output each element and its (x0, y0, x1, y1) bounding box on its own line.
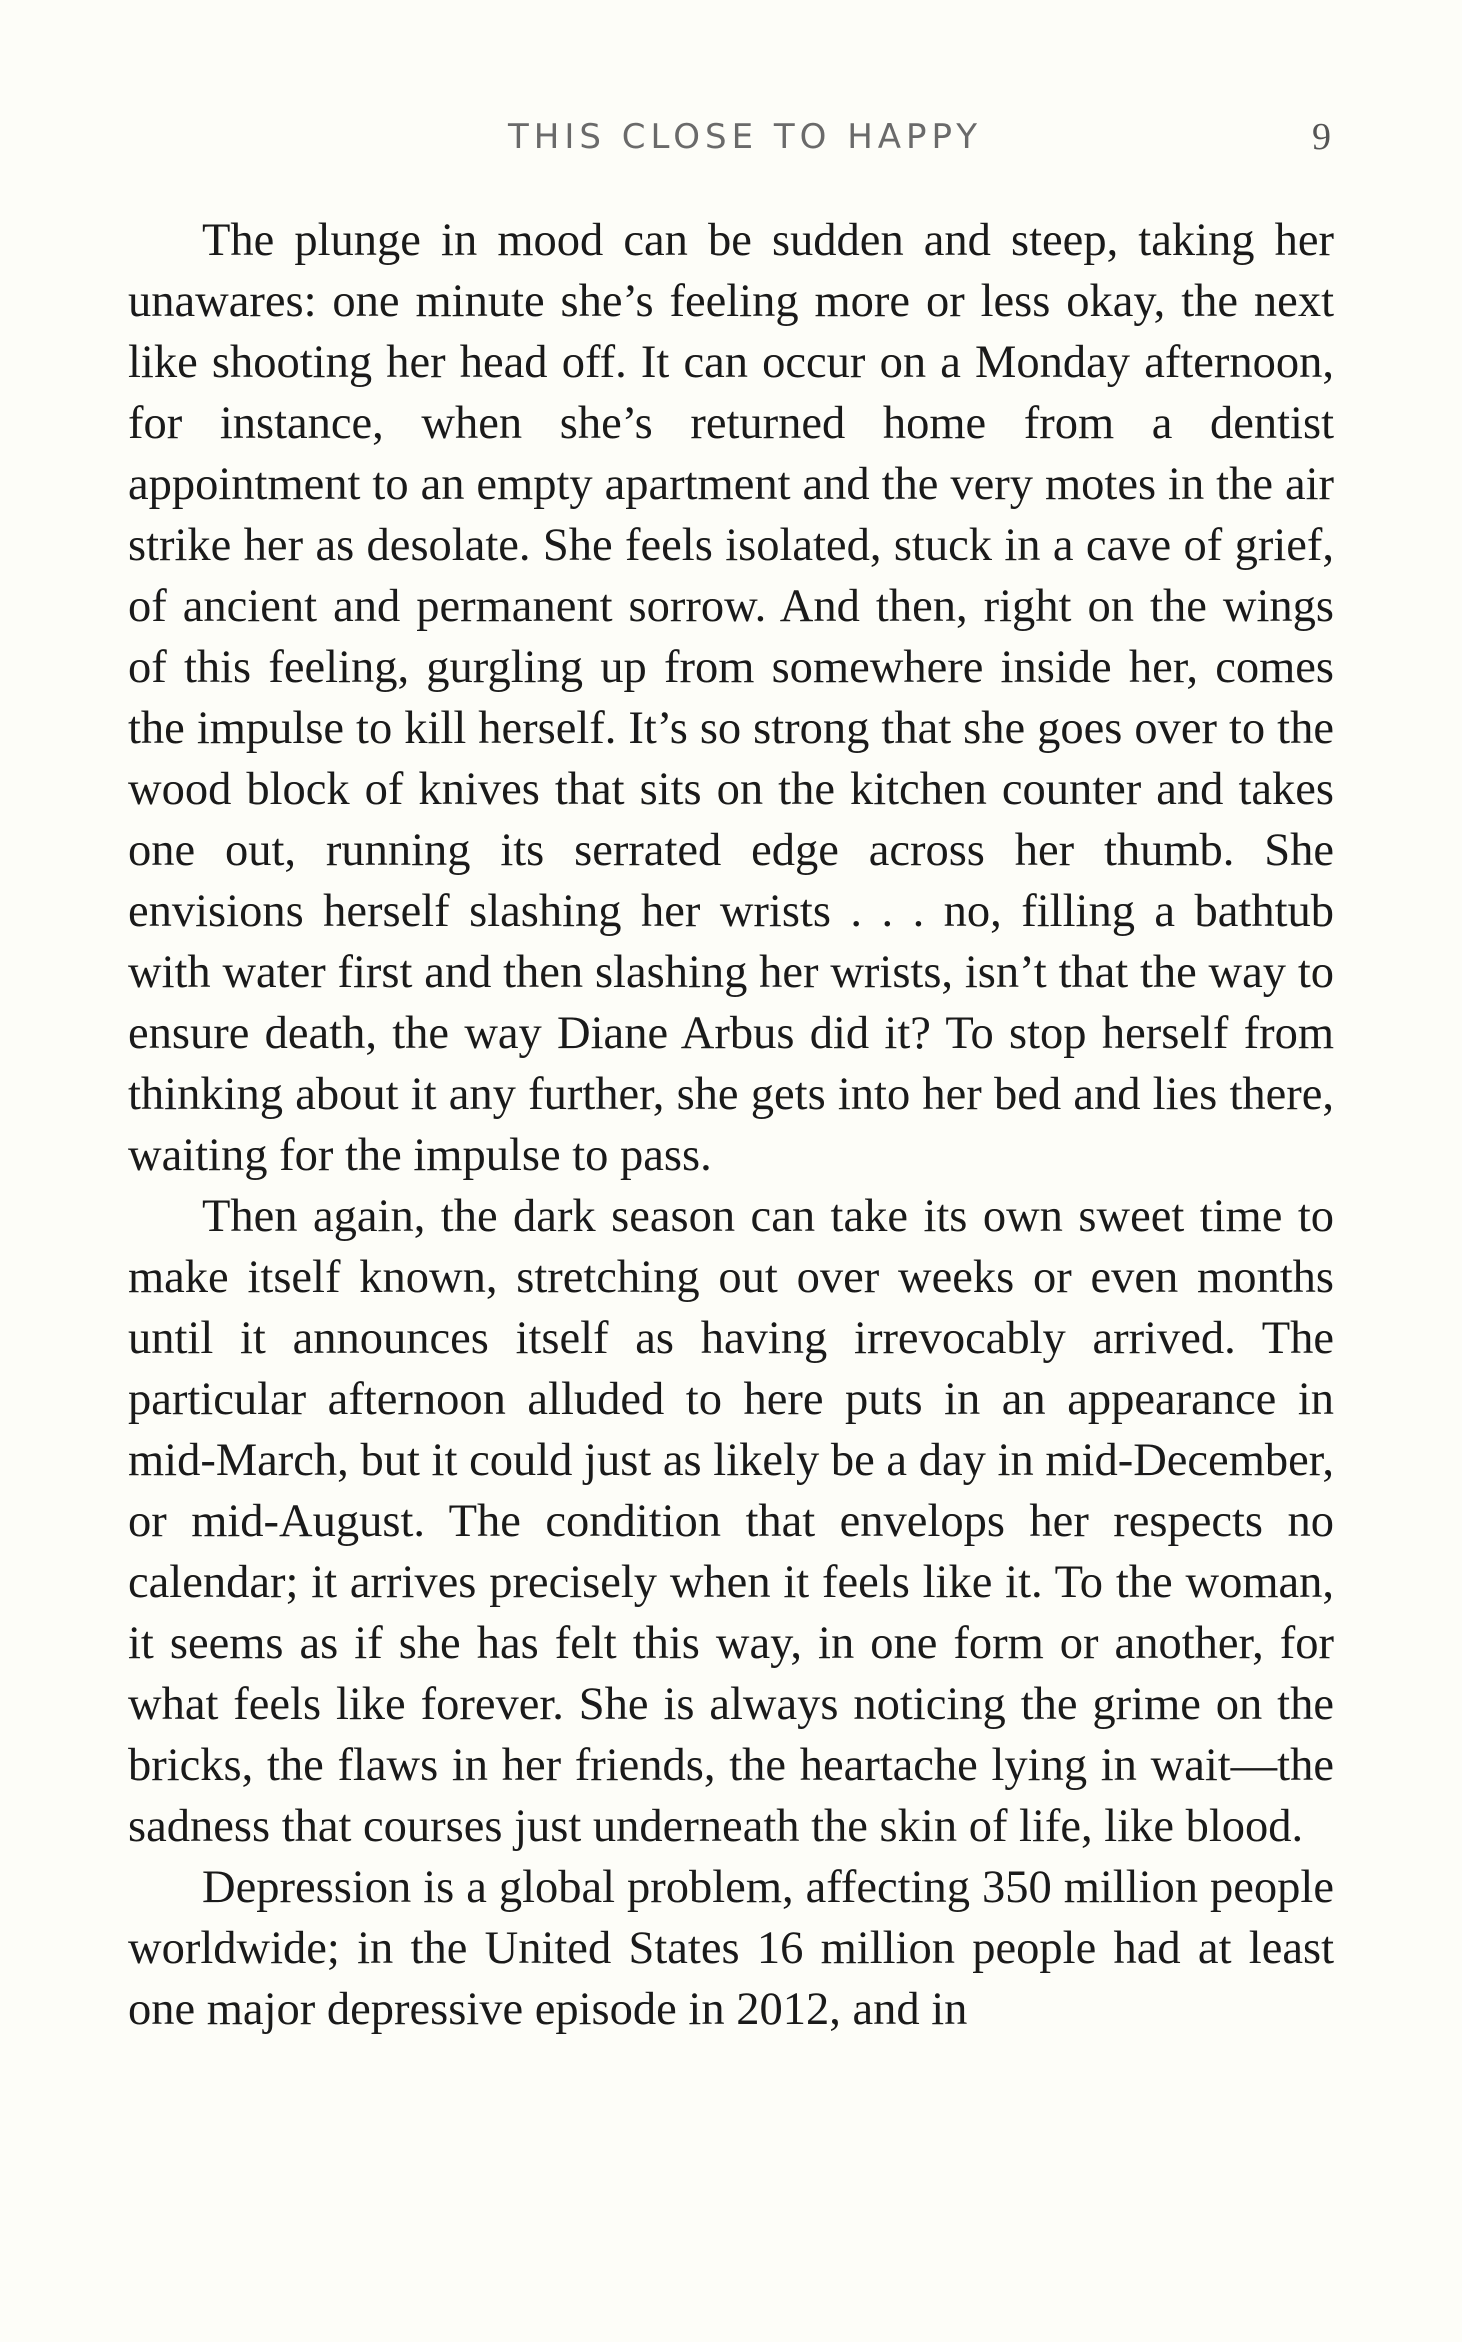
body-text (128, 210, 1334, 2040)
paragraph: Depression is a global problem, affecting 350 million people worldwide; in the United States 16 million people had at least one major depressive episode in 2012, and in (128, 1862, 1334, 2035)
running-title: THIS CLOSE TO HAPPY (508, 117, 983, 157)
running-head (0, 112, 1462, 162)
paragraph: Then again, the dark season can take its own sweet time to make itself known, stretching out over weeks or even months until it announces itself as having irrevocably arrived. The particular afternoon alluded to here puts in an appearance in mid-March, but it could just as likely be a day in mid-December, or mid-August. The condition that envelops her respects no calendar; it arrives precisely when it feels like it. To the woman, it seems as if she has felt this way, in one form or another, for what feels like forever. She is always noticing the grime on the bricks, the flaws in her friends, the heartache lying in wait—the sadness that courses just underneath the skin of life, like blood. (128, 1191, 1334, 1852)
paragraph: The plunge in mood can be sudden and steep, taking her unawares: one minute she’s feeling more or less okay, the next like shooting her head off. It can occur on a Monday afternoon, for instance, when she’s returned home from a dentist appointment to an empty apartment and the very motes in the air strike her as desolate. She feels isolated, stuck in a cave of grief, of ancient and permanent sorrow. And then, right on the wings of this feeling, gurgling up from somewhere inside her, comes the impulse to kill herself. It’s so strong that she goes over to the wood block of knives that sits on the kitchen counter and takes one out, running its serrated edge across her thumb. She envisions herself slashing her wrists . . . no, filling a bathtub with water first and then slashing her wrists, isn’t that the way to ensure death, the way Diane Arbus did it? To stop herself from thinking about it any further, she gets into her bed and lies there, waiting for the impulse to pass. (128, 215, 1334, 1181)
page-number: 9 (1312, 116, 1331, 158)
